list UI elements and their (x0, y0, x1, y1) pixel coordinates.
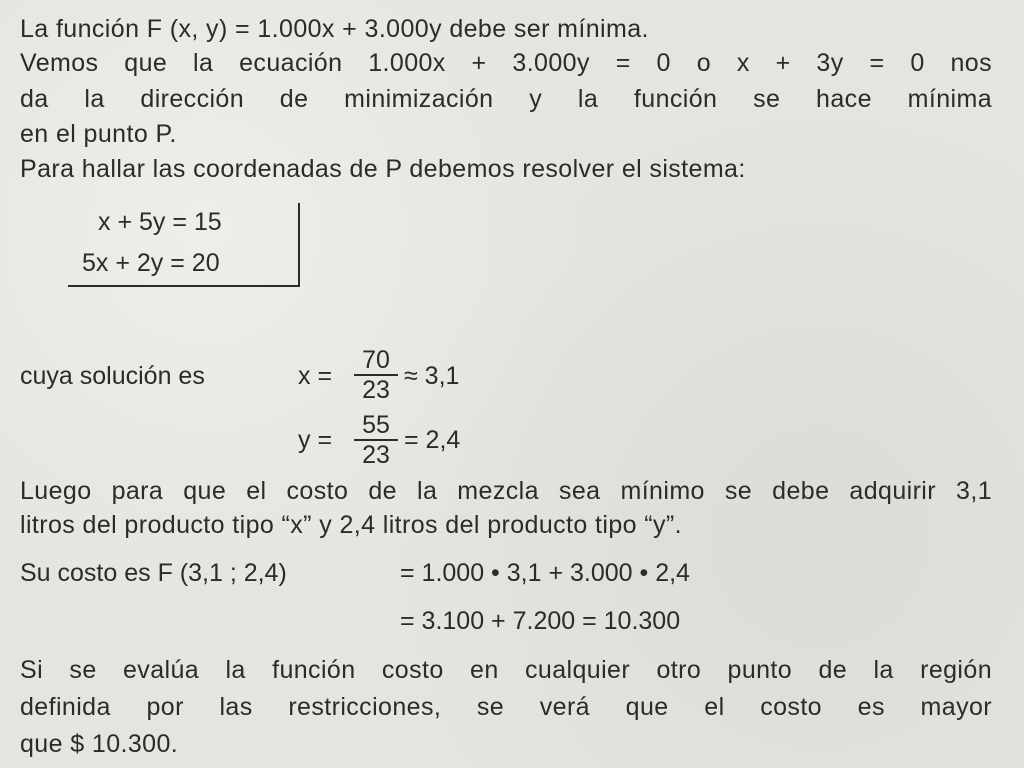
cost-label: Su costo es F (3,1 ; 2,4) (20, 559, 287, 587)
y-fraction (354, 411, 398, 469)
system-equation-1: x + 5y = 15 (98, 208, 222, 236)
y-lhs: y = (298, 426, 333, 454)
y-numerator: 55 (354, 411, 398, 441)
paragraph-line-4: en el punto P. (20, 120, 177, 148)
y-rhs: = 2,4 (404, 426, 461, 454)
system-equation-2: 5x + 2y = 20 (82, 249, 220, 277)
solution-label: cuya solución es (20, 362, 205, 390)
y-denominator: 23 (362, 441, 390, 469)
paragraph-line-5: Para hallar las coordenadas de P debemos resolver el sistema: (20, 155, 746, 183)
paragraph-line-7: litros del producto tipo “x” y 2,4 litros del producto tipo “y”. (20, 511, 682, 539)
x-lhs: x = (298, 362, 333, 390)
paragraph-line-10: que $ 10.300. (20, 730, 179, 758)
paragraph-line-3: da la dirección de minimización y la función se hace mínima (20, 85, 992, 113)
paragraph-line-8: Si se evalúa la función costo en cualquier otro punto de la región (20, 656, 992, 684)
cost-equation-1: = 1.000 • 3,1 + 3.000 • 2,4 (400, 559, 690, 587)
x-fraction (354, 346, 398, 404)
equation-system (68, 203, 300, 287)
x-denominator: 23 (362, 376, 390, 404)
paragraph-line-9: definida por las restricciones, se verá que el costo es mayor (20, 693, 992, 721)
paragraph-line-2: Vemos que la ecuación 1.000x + 3.000y = 0 o x + 3y = 0 nos (20, 49, 992, 77)
x-rhs: ≈ 3,1 (404, 362, 460, 390)
cost-equation-2: = 3.100 + 7.200 = 10.300 (400, 607, 681, 635)
paragraph-line-1: La función F (x, y) = 1.000x + 3.000y debe ser mínima. (20, 15, 649, 43)
x-numerator: 70 (354, 346, 398, 376)
paragraph-line-6: Luego para que el costo de la mezcla sea mínimo se debe adquirir 3,1 (20, 477, 992, 505)
